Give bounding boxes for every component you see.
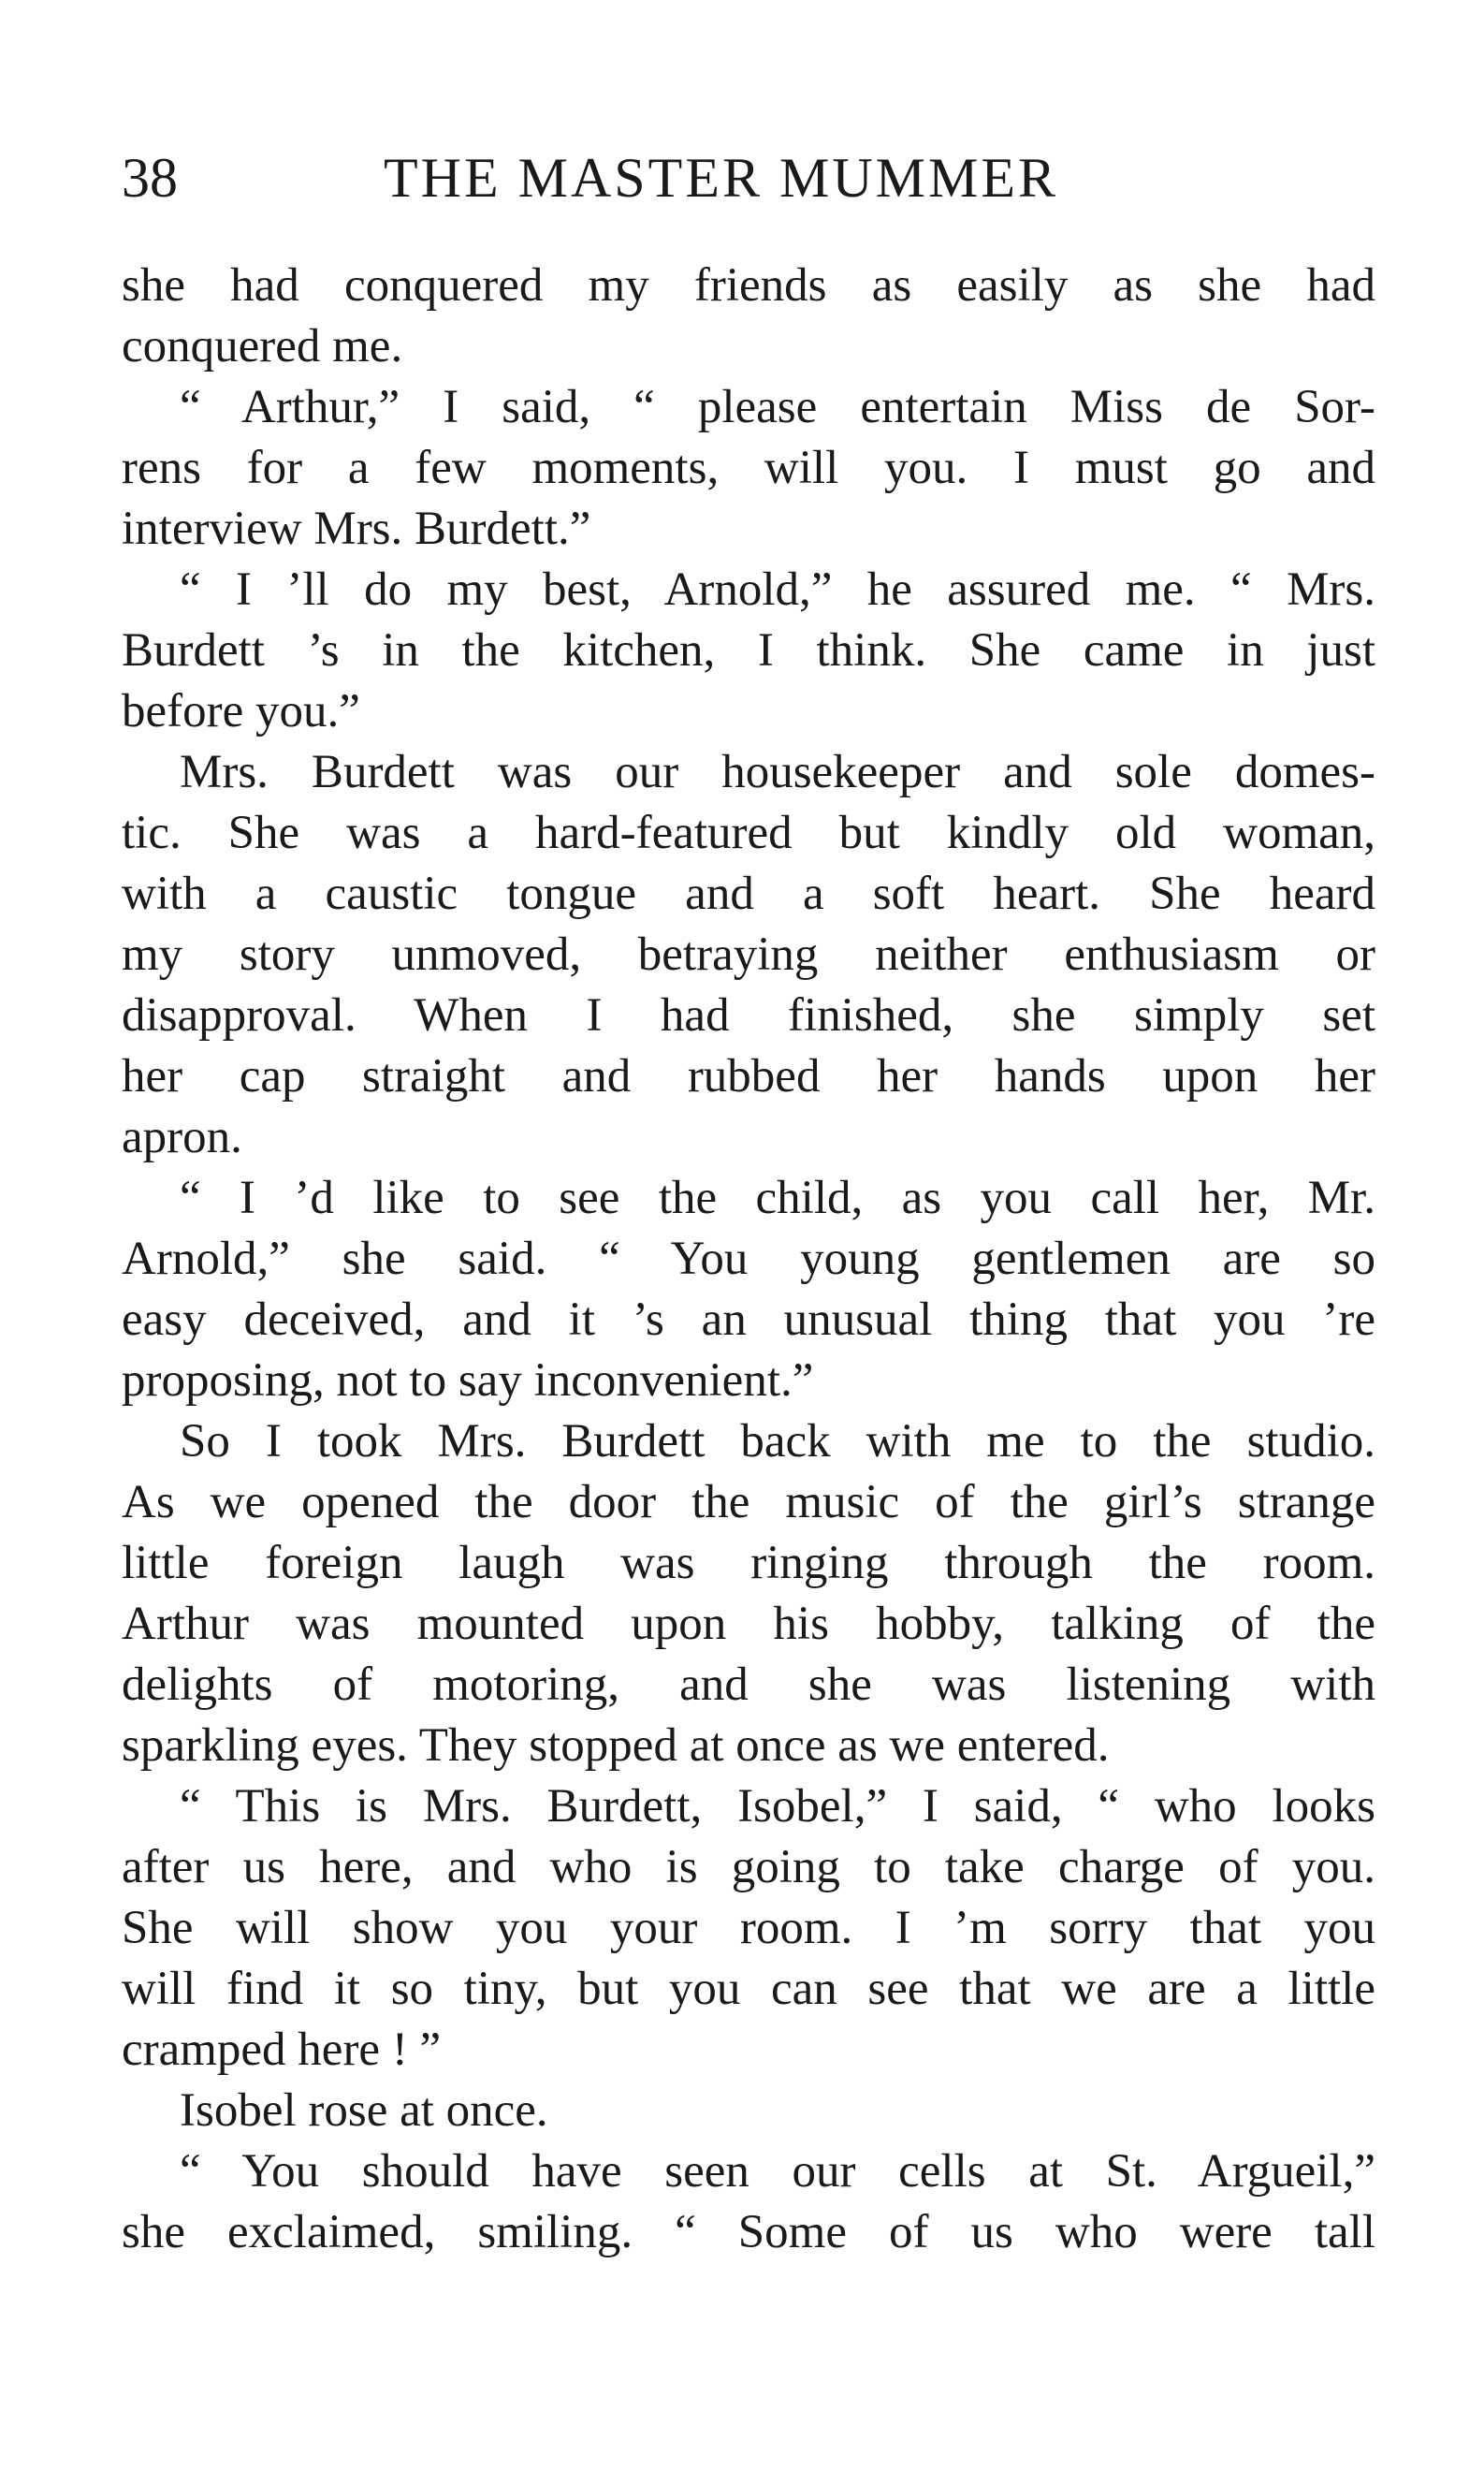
- text-line: rens for a few moments, will you. I must go and: [122, 442, 1375, 494]
- text-line: after us here, and who is going to take charge of you.: [122, 1841, 1375, 1893]
- text-line: disapproval. When I had finished, she simply set: [122, 989, 1375, 1042]
- text-line: cramped here ! ”: [122, 2023, 442, 2076]
- running-title: THE MASTER MUMMER: [384, 147, 1059, 209]
- text-line: my story unmoved, betraying neither enthusiasm or: [122, 928, 1375, 981]
- text-line: So I took Mrs. Burdett back with me to the studio.: [180, 1415, 1375, 1468]
- text-line: with a caustic tongue and a soft heart. She heard: [122, 868, 1375, 920]
- text-line: delights of motoring, and she was listening with: [122, 1658, 1375, 1711]
- text-line: her cap straight and rubbed her hands upon her: [122, 1050, 1375, 1103]
- running-head: [122, 140, 1375, 215]
- text-line: conquered me.: [122, 320, 403, 373]
- body-text: [122, 256, 1375, 2263]
- text-line: Burdett ’s in the kitchen, I think. She came in just: [122, 624, 1375, 677]
- text-line: As we opened the door the music of the girl’s strange: [122, 1476, 1375, 1528]
- text-line: she had conquered my friends as easily as she had: [122, 259, 1375, 312]
- text-line: “ You should have seen our cells at St. Argueil,”: [180, 2145, 1375, 2198]
- text-line: apron.: [122, 1111, 242, 1163]
- text-line: sparkling eyes. They stopped at once as we entered.: [122, 1719, 1110, 1772]
- text-line: will find it so tiny, but you can see that we are a little: [122, 1963, 1375, 2015]
- text-line: “ I ’d like to see the child, as you call her, Mr.: [180, 1172, 1375, 1224]
- text-line: proposing, not to say inconvenient.”: [122, 1354, 814, 1407]
- text-line: tic. She was a hard-featured but kindly old woman,: [122, 807, 1375, 859]
- text-line: Isobel rose at once.: [180, 2084, 548, 2137]
- page-number: 38: [122, 147, 178, 209]
- text-line: She will show you your room. I ’m sorry that you: [122, 1902, 1375, 1954]
- text-line: easy deceived, and it ’s an unusual thing that you ’re: [122, 1293, 1375, 1346]
- text-line: “ This is Mrs. Burdett, Isobel,” I said, “ who looks: [180, 1780, 1375, 1833]
- text-line: Arthur was mounted upon his hobby, talking of the: [122, 1598, 1375, 1650]
- text-line: Arnold,” she said. “ You young gentlemen are so: [122, 1233, 1375, 1285]
- text-line: little foreign laugh was ringing through the room.: [122, 1537, 1375, 1589]
- text-line: interview Mrs. Burdett.”: [122, 503, 591, 555]
- text-line: “ Arthur,” I said, “ please entertain Miss de Sor-: [180, 381, 1375, 433]
- text-line: she exclaimed, smiling. “ Some of us who were tall: [122, 2206, 1375, 2258]
- text-line: before you.”: [122, 685, 360, 738]
- text-line: Mrs. Burdett was our housekeeper and sole domes-: [180, 746, 1375, 798]
- text-line: “ I ’ll do my best, Arnold,” he assured me. “ Mrs.: [180, 563, 1375, 616]
